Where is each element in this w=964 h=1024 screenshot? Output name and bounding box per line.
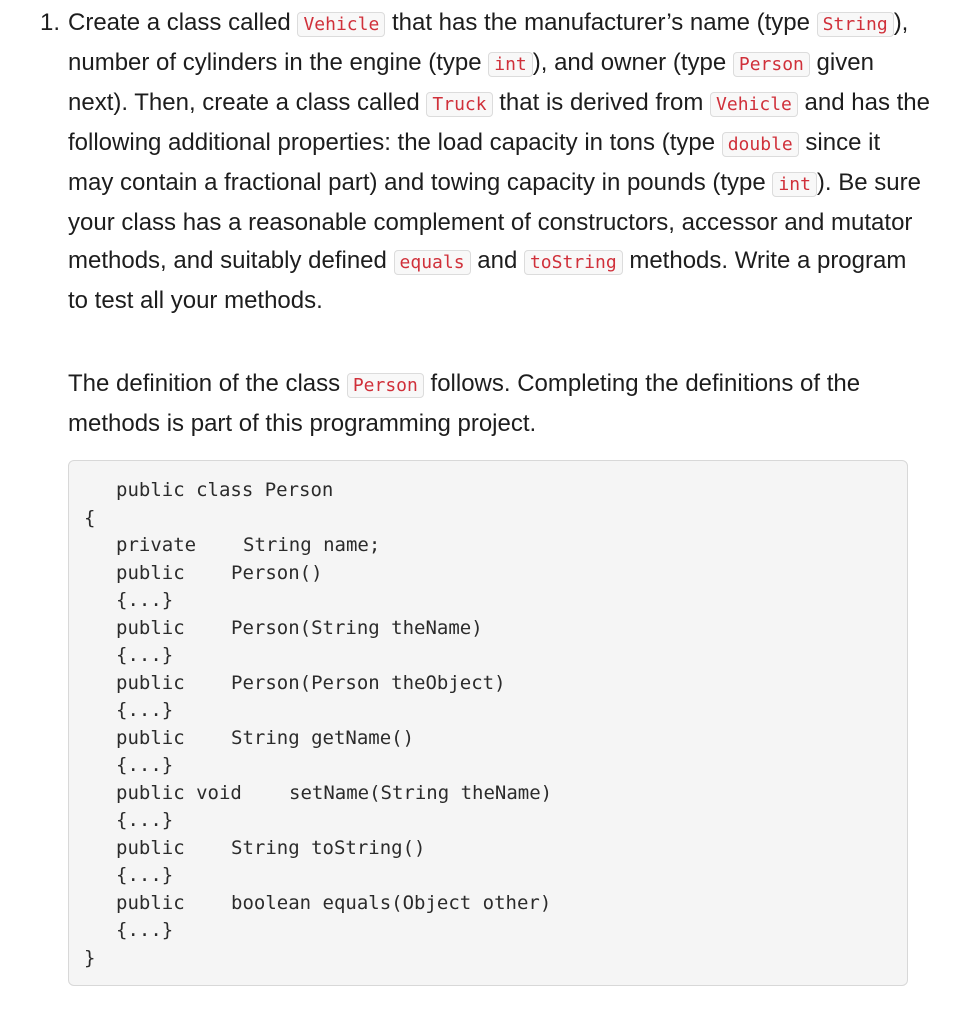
code-method-body: {...}: [116, 589, 174, 611]
code-method-body: {...}: [116, 754, 174, 776]
inline-code: double: [722, 132, 799, 157]
code-open-brace: {: [84, 507, 96, 529]
text-segment: ), and owner (type: [532, 49, 733, 76]
text-segment: follows. Completing the definitions of the methods is part of this programming project.: [68, 370, 861, 437]
code-modifier: public: [116, 727, 185, 749]
inline-code: Vehicle: [710, 92, 798, 117]
problem-number: 1.: [40, 9, 61, 36]
code-signature: Person(Person theObject): [231, 672, 506, 694]
text-segment: and has the following additional properties: the load capacity in tons (type: [68, 89, 930, 156]
code-signature: setName(String theName): [289, 782, 553, 804]
text-segment: that is derived from: [492, 89, 711, 116]
code-modifier: public: [116, 617, 185, 639]
inline-code: int: [772, 172, 817, 197]
text-segment: that has the manufacturer’s name (type: [385, 9, 817, 36]
inline-code: Vehicle: [297, 12, 385, 37]
code-signature: String toString(): [231, 837, 426, 859]
inline-code: Truck: [426, 92, 492, 117]
text-segment: and: [470, 247, 524, 274]
inline-code: Person: [733, 52, 810, 77]
inline-code: int: [488, 52, 533, 77]
code-method-body: {...}: [116, 919, 174, 941]
text-segment: Create a class called: [68, 9, 298, 36]
text-segment: methods. Write a program to test all your methods.: [68, 247, 907, 314]
code-method-body: {...}: [116, 809, 174, 831]
text-segment: since it may contain a fractional part) and towing capacity in pounds (type: [68, 129, 881, 196]
code-signature: String getName(): [231, 727, 415, 749]
code-signature: Person(String theName): [231, 617, 483, 639]
code-modifier: public: [116, 562, 185, 584]
code-close-brace: }: [84, 947, 96, 969]
text-segment: given next). Then, create a class called: [68, 49, 874, 116]
text-segment: ), number of cylinders in the engine (type: [68, 9, 909, 76]
inline-code: equals: [394, 250, 471, 275]
code-class-header: public class Person: [116, 479, 334, 501]
code-modifier: public void: [116, 782, 242, 804]
inline-code: String: [817, 12, 894, 37]
code-modifier: public: [116, 672, 185, 694]
code-signature: Person(): [231, 562, 323, 584]
person-note: [68, 365, 918, 443]
code-method-body: {...}: [116, 644, 174, 666]
problem-statement: [40, 4, 930, 320]
code-signature: String name;: [243, 534, 381, 556]
inline-code: Person: [347, 373, 424, 398]
text-segment: The definition of the class: [68, 370, 347, 397]
code-signature: boolean equals(Object other): [231, 892, 552, 914]
text-segment: ). Be sure your class has a reasonable complement of constructors, accessor and mutator methods, and suitably defined: [68, 169, 921, 274]
code-method-body: {...}: [116, 699, 174, 721]
code-modifier: public: [116, 837, 185, 859]
code-method-body: {...}: [116, 864, 174, 886]
inline-code: toString: [524, 250, 623, 275]
code-modifier: private: [116, 534, 197, 556]
code-block: [68, 460, 908, 986]
problem-text: [68, 4, 930, 320]
code-modifier: public: [116, 892, 185, 914]
